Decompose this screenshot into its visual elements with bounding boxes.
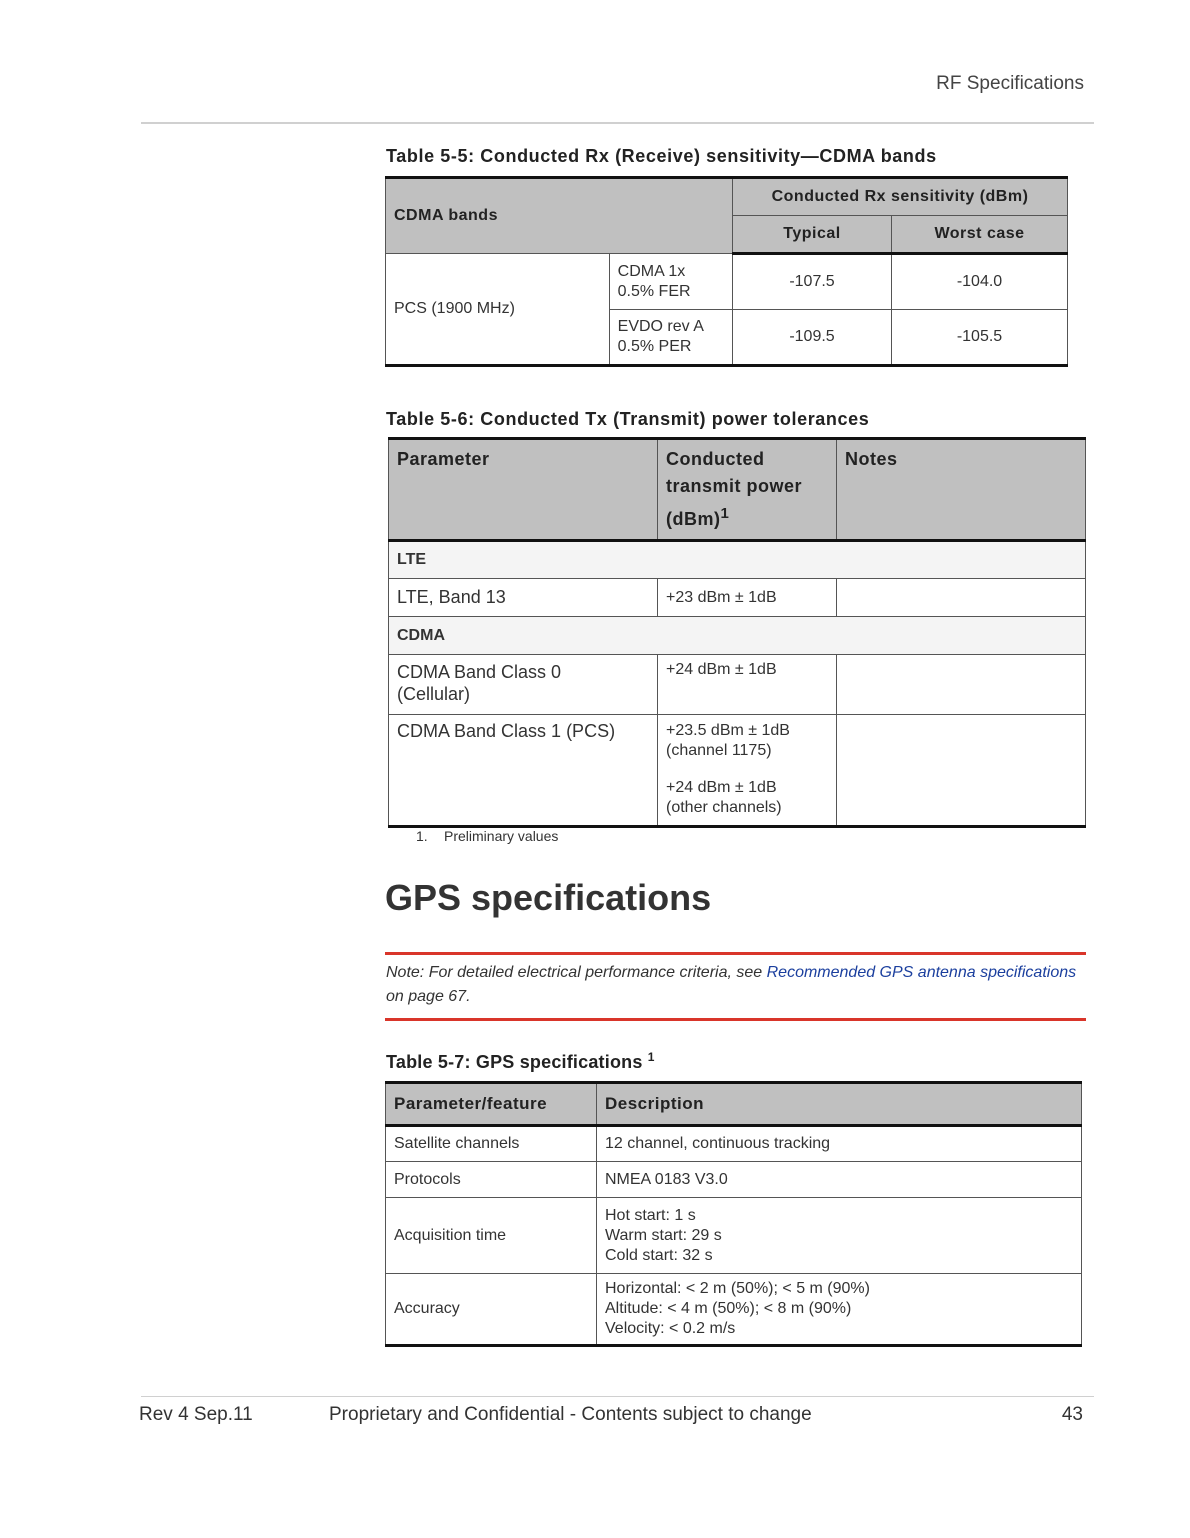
param-cell: LTE, Band 13 [389,579,658,617]
desc-cell: 12 channel, continuous tracking [597,1126,1082,1162]
notes-cell [837,579,1086,617]
footer-confidential: Proprietary and Confidential - Contents subject to change [329,1404,812,1425]
power-line: +24 dBm ± 1dB [666,779,777,796]
col-typical: Typical [733,216,892,254]
desc-line: Hot start: 1 s [605,1206,696,1224]
power-line: (channel 1175) [666,742,772,759]
desc-line: Cold start: 32 s [605,1246,713,1264]
table-row [386,1126,1082,1162]
col-worst-case: Worst case [892,216,1068,254]
param-line: (Cellular) [397,684,471,704]
param-cell: Protocols [386,1162,597,1198]
notes-cell [837,715,1086,827]
note-top-rule [385,952,1086,955]
power-cell: +23 dBm ± 1dB [658,579,837,617]
typical-value: -107.5 [733,254,892,310]
band-cell: PCS (1900 MHz) [386,254,610,366]
param-cell: Acquisition time [386,1198,597,1274]
rate-label: 0.5% FER [617,282,691,300]
gps-section-heading: GPS specifications [385,877,712,918]
footnote-ref: 1 [647,1050,655,1064]
table-5-5 [385,176,1068,367]
table-row [386,254,1068,310]
page-number: 43 [1061,1404,1083,1425]
col-rx-sensitivity: Conducted Rx sensitivity (dBm) [733,178,1068,216]
mode-cell [609,310,732,366]
col-description: Description [597,1083,1082,1126]
col-power-line: transmit power [666,476,803,496]
col-notes: Notes [837,439,1086,541]
power-line: +23.5 dBm ± 1dB [666,722,790,739]
caption-text: Table 5-7: GPS specifications [386,1052,643,1072]
worst-value: -105.5 [892,310,1068,366]
table-5-5-caption: Table 5-5: Conducted Rx (Receive) sensitivity—CDMA bands [386,146,937,166]
desc-line: Warm start: 29 s [605,1226,722,1244]
param-cell: Accuracy [386,1274,597,1346]
note-bottom-rule [385,1018,1086,1021]
col-parameter-feature: Parameter/feature [386,1083,597,1126]
col-power-line: Conducted [666,449,765,469]
table-5-6 [388,437,1086,828]
desc-cell: NMEA 0183 V3.0 [597,1162,1082,1198]
footer-rule [141,1396,1094,1397]
table-row [389,715,1086,827]
col-conducted-power [658,439,837,541]
param-cell [389,655,658,715]
desc-cell [597,1198,1082,1274]
footer-revision: Rev 4 Sep.11 [139,1404,253,1425]
section-cdma: CDMA [389,617,1086,655]
table-row [389,579,1086,617]
note-text: on page 67. [386,988,471,1005]
typical-value: -109.5 [733,310,892,366]
param-line: CDMA Band Class 0 [397,662,562,682]
header-rule [141,122,1094,124]
power-cell [658,715,837,827]
desc-cell [597,1274,1082,1346]
footnote-number: 1. [416,828,428,844]
col-power-line: (dBm) [666,509,721,529]
desc-line: Horizontal: < 2 m (50%); < 5 m (90%) [605,1280,870,1297]
table-row [386,1274,1082,1346]
mode-label: CDMA 1x [617,262,686,280]
worst-value: -104.0 [892,254,1068,310]
col-cdma-bands: CDMA bands [386,178,733,254]
note-text: Note: For detailed electrical performance criteria, see [386,964,767,981]
power-line: (other channels) [666,799,782,816]
table-5-7-caption [386,1050,655,1073]
note-block [386,961,1086,1009]
notes-cell [837,655,1086,715]
param-cell: CDMA Band Class 1 (PCS) [389,715,658,827]
running-header-title: RF Specifications [936,73,1084,94]
mode-label: EVDO rev A [617,318,704,335]
param-cell: Satellite channels [386,1126,597,1162]
table-footnote [416,828,558,844]
gps-antenna-link[interactable]: Recommended GPS antenna specifications [766,964,1077,981]
footnote-text: Preliminary values [444,828,559,844]
table-row [386,1198,1082,1274]
desc-line: Altitude: < 4 m (50%); < 8 m (90%) [605,1300,852,1317]
rate-label: 0.5% PER [617,338,692,355]
table-5-7 [385,1081,1082,1347]
power-cell: +24 dBm ± 1dB [658,655,837,715]
footnote-ref: 1 [720,505,730,522]
desc-line: Velocity: < 0.2 m/s [605,1320,736,1337]
mode-cell [609,254,732,310]
table-row [386,1162,1082,1198]
col-parameter: Parameter [389,439,658,541]
table-row [389,655,1086,715]
section-lte: LTE [389,541,1086,579]
table-5-6-caption: Table 5-6: Conducted Tx (Transmit) power tolerances [386,409,870,429]
